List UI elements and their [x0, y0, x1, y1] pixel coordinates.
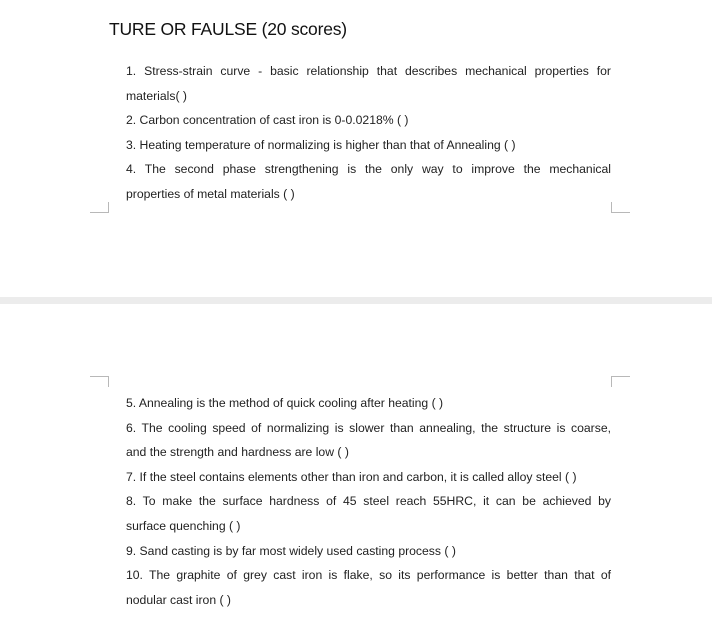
question-10-line-1: 10. The graphite of grey cast iron is flake, so its performance is better than that of: [126, 568, 611, 582]
question-3: 3. Heating temperature of normalizing is higher than that of Annealing ( ): [126, 138, 516, 152]
question-7: 7. If the steel contains elements other than iron and carbon, it is called alloy steel ( ): [126, 470, 577, 484]
document-page-2: [0, 304, 712, 628]
section-title: TURE OR FAULSE (20 scores): [109, 19, 347, 39]
question-6-line-2: and the strength and hardness are low ( ): [126, 445, 349, 459]
page-margin-corner-bottom-right: [611, 202, 630, 213]
page-separator: [0, 297, 712, 304]
question-4-line-1: 4. The second phase strengthening is the only way to improve the mechanical: [126, 162, 611, 176]
question-10-line-2: nodular cast iron ( ): [126, 593, 231, 607]
page-margin-corner-top-right: [611, 376, 630, 387]
question-2: 2. Carbon concentration of cast iron is 0-0.0218% ( ): [126, 113, 409, 127]
question-5: 5. Annealing is the method of quick cooling after heating ( ): [126, 396, 444, 410]
page-margin-corner-bottom-left: [90, 202, 109, 213]
question-8-line-1: 8. To make the surface hardness of 45 steel reach 55HRC, it can be achieved by: [126, 494, 611, 508]
page-margin-corner-top-left: [90, 376, 109, 387]
question-1-line-1: 1. Stress-strain curve - basic relationship that describes mechanical properties for: [126, 64, 611, 78]
question-8-line-2: surface quenching ( ): [126, 519, 241, 533]
question-9: 9. Sand casting is by far most widely used casting process ( ): [126, 544, 456, 558]
document-page-1: [0, 0, 712, 297]
question-6-line-1: 6. The cooling speed of normalizing is slower than annealing, the structure is coarse,: [126, 421, 611, 435]
question-1-line-2: materials( ): [126, 89, 187, 103]
question-4-line-2: properties of metal materials ( ): [126, 187, 295, 201]
